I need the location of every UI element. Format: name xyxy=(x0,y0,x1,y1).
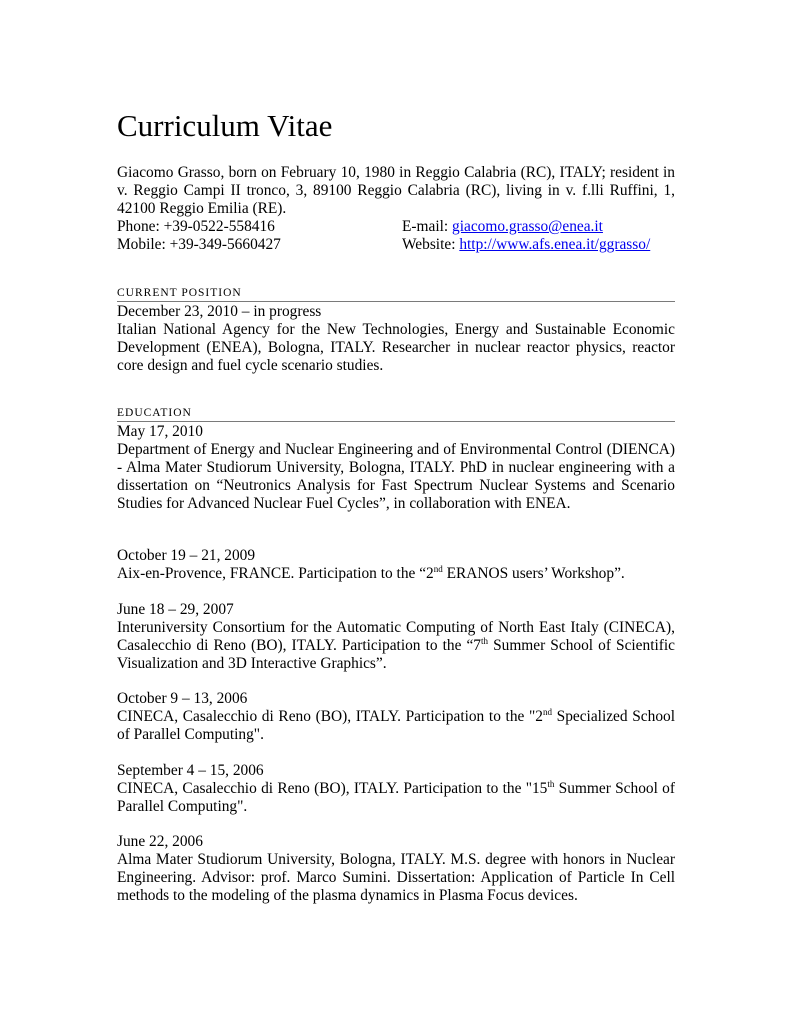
education-entry xyxy=(117,762,675,816)
education-entry xyxy=(117,833,675,905)
contact-row-2 xyxy=(117,236,675,254)
desc-text: CINECA, Casalecchio di Reno (BO), ITALY. Participation to the "15 xyxy=(117,780,548,797)
ordinal-suffix: nd xyxy=(433,564,443,574)
entry-description xyxy=(117,780,675,816)
education-entry xyxy=(117,423,675,513)
website-label: Website: xyxy=(402,236,460,253)
ordinal-suffix: nd xyxy=(542,707,552,717)
current-position-heading: CURRENT POSITION xyxy=(117,286,675,302)
entry-date: October 9 – 13, 2006 xyxy=(117,690,248,707)
education-entry xyxy=(117,690,675,744)
ordinal-suffix: th xyxy=(547,779,555,789)
entry-description: Department of Energy and Nuclear Engineering and of Environmental Control (DIENCA) - Alma Mater Studiorum University, Bologna, ITALY. PhD in nuclear engineering with a dissertation on “Neutronics Analysis for Fast Spectrum Nuclear Systems and Scenario Studies for Advanced Nuclear Fuel Cycles”, in collaboration with ENEA. xyxy=(117,441,675,512)
desc-text: Summer School of Scientific Visualization and 3D Interactive Graphics”. xyxy=(117,637,675,672)
entry-date: May 17, 2010 xyxy=(117,423,203,440)
current-position-entry xyxy=(117,303,675,375)
desc-text: ERANOS users’ Workshop”. xyxy=(442,565,625,582)
desc-text: CINECA, Casalecchio di Reno (BO), ITALY. Participation to the "2 xyxy=(117,708,543,725)
desc-text: Summer School of Parallel Computing". xyxy=(117,780,675,815)
education-entry xyxy=(117,601,675,673)
entry-date: June 22, 2006 xyxy=(117,833,203,850)
website-link[interactable]: http://www.afs.enea.it/ggrasso/ xyxy=(459,236,651,253)
desc-text: Aix-en-Provence, FRANCE. Participation to the “2 xyxy=(117,565,434,582)
entry-date: September 4 – 15, 2006 xyxy=(117,762,264,779)
phone-number: Phone: +39-0522-558416 xyxy=(117,218,275,235)
desc-text: Interuniversity Consortium for the Automatic Computing of North East Italy (CINECA), Casalecchio di Reno (BO), ITALY. Participation to the “7 xyxy=(117,619,675,654)
entry-description: Italian National Agency for the New Technologies, Energy and Sustainable Economic Development (ENEA), Bologna, ITALY. Researcher in nuclear reactor physics, reactor core design and fuel cycle scenario studies. xyxy=(117,321,675,374)
entry-description xyxy=(117,619,675,673)
email-label: E-mail: xyxy=(402,218,453,235)
entry-description: Alma Mater Studiorum University, Bologna, ITALY. M.S. degree with honors in Nuclear Engineering. Advisor: prof. Marco Sumini. Dissertation: Application of Particle In Cell methods to the modeling of the plasma dynamics in Plasma Focus devices. xyxy=(117,851,675,904)
entry-date: June 18 – 29, 2007 xyxy=(117,601,234,618)
desc-text: Specialized School of Parallel Computing". xyxy=(117,708,675,743)
ordinal-suffix: th xyxy=(481,636,489,646)
education-entry xyxy=(117,547,675,583)
website-line xyxy=(402,236,650,254)
mobile-number: Mobile: +39-349-5660427 xyxy=(117,236,281,253)
email-link[interactable]: giacomo.grasso@enea.it xyxy=(452,218,603,235)
entry-date: December 23, 2010 – in progress xyxy=(117,303,322,320)
personal-info: Giacomo Grasso, born on February 10, 1980 in Reggio Calabria (RC), ITALY; resident in v. Reggio Campi II tronco, 3, 89100 Reggio Calabria (RC), living in v. f.lli Ruffini, 1, 42100 Reggio Emilia (RE). xyxy=(117,164,675,217)
education-heading: EDUCATION xyxy=(117,406,675,422)
page-title: Curriculum Vitae xyxy=(117,108,333,143)
contact-row-1 xyxy=(117,218,675,236)
entry-date: October 19 – 21, 2009 xyxy=(117,547,256,564)
entry-description xyxy=(117,565,675,583)
entry-description xyxy=(117,708,675,744)
email-line xyxy=(402,218,603,236)
